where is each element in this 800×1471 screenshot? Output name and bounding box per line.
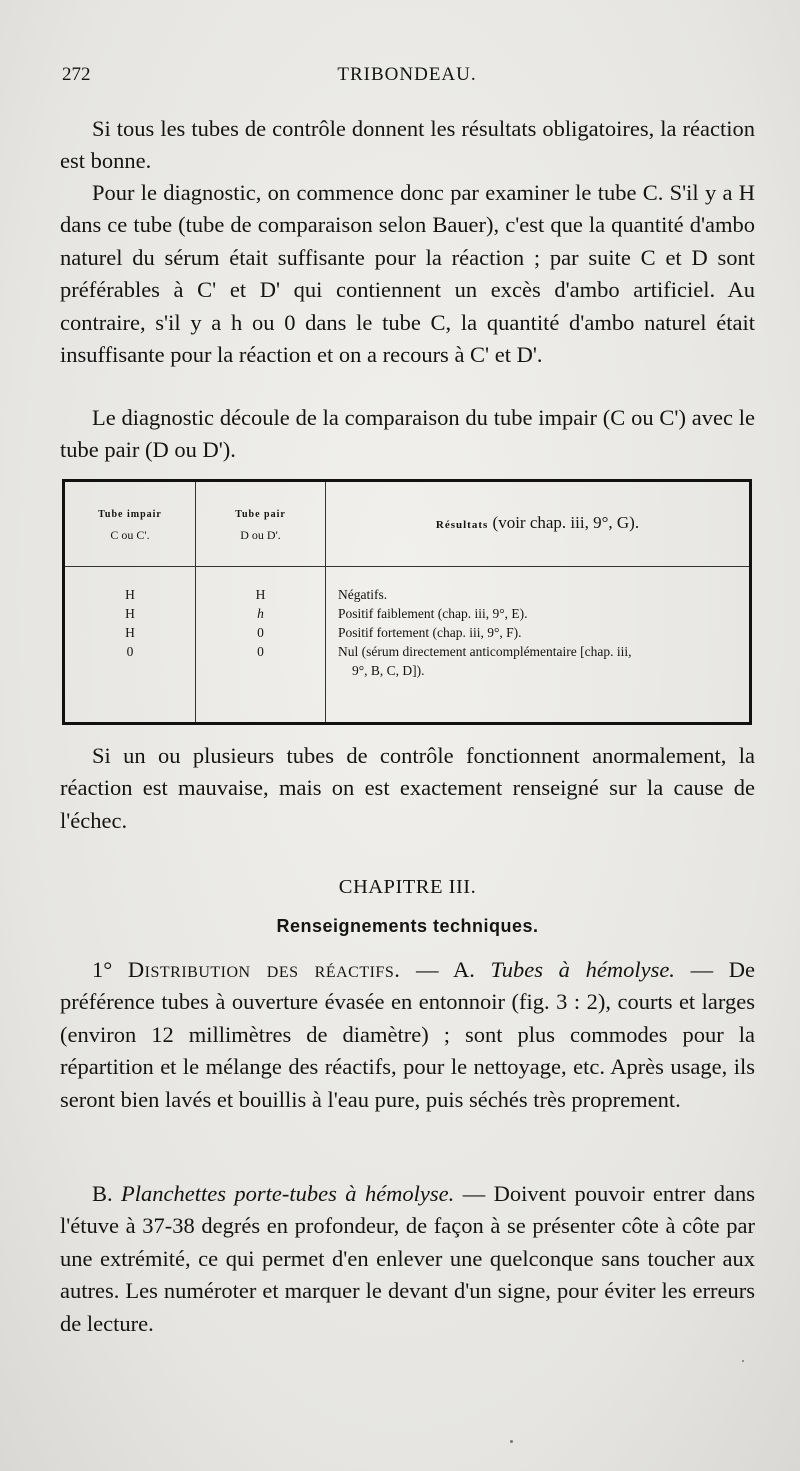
paragraph-distribution: 1° Distribution des réactifs. — A. Tubes à hémolyse. — De préférence tubes à ouverture évasée en entonnoir (fig. 3 : 2), courts et larges (environ 12 millimètres de diamètre) ; sont plus commodes pour la répartition et le mélange des réactifs, pour le nettoyage, etc. Après usage, ils seront bien lavés et bouillis à l'eau pure, puis séchés très proprement. (60, 957, 756, 1112)
chapter-subtitle: Renseignements techniques. (276, 916, 539, 936)
page-speck (510, 1440, 513, 1443)
table-header-row (64, 481, 751, 567)
chapter-title: CHAPITRE III. (338, 876, 477, 898)
paragraph-abnormal-controls: Si un ou plusieurs tubes de contrôle fonctionnent anormalement, la réaction est mauvaise, mais on est exactement renseigné sur la cause de l'échec. (60, 743, 755, 833)
page-number: 272 (62, 64, 91, 85)
running-title: TRIBONDEAU. (337, 64, 477, 85)
header-tube-pair: Tube pair D ou D'. (196, 481, 326, 567)
page-header (62, 64, 752, 94)
paragraph-diagnostic: Pour le diagnostic, on commence donc par examiner le tube C. S'il y a H dans ce tube (tube de comparaison selon Bauer), c'est que la quantité d'ambo naturel du sérum était suffisante pour la réaction ; par suite C et D sont préférables à C' et D' qui contiennent un excès d'ambo artificiel. Au contraire, s'il y a h ou 0 dans le tube C, la quantité d'ambo naturel était insuffisante pour la réaction et on a recours à C' et D'. (60, 180, 755, 368)
header-tube-impair: Tube impair C ou C'. (64, 481, 196, 567)
paragraph-comparison: Le diagnostic découle de la comparaison du tube impair (C ou C') avec le tube pair (D ou D'). (60, 405, 755, 463)
paragraph-planchettes: B. Planchettes porte-tubes à hémolyse. — Doivent pouvoir entrer dans l'étuve à 37-38 degrés en profondeur, de façon à se présenter côte à côte par une extrémité, ce qui permet d'en enlever une quelconque sans toucher aux autres. Les numéroter et marquer le devant d'un signe, pour éviter les erreurs de lecture. (60, 1181, 755, 1336)
paragraph-controls: Si tous les tubes de contrôle donnent les résultats obligatoires, la réaction est bonne. (60, 116, 755, 174)
column-impair-values: H H H 0 (125, 587, 135, 659)
results-table (62, 479, 752, 725)
column-pair-values: H h 0 0 (196, 567, 326, 724)
page-speck (742, 1360, 744, 1362)
table-body (64, 567, 751, 724)
header-resultats: Résultats (voir chap. iii, 9°, G). (326, 481, 751, 567)
column-result-values: Négatifs. Positif faiblement (chap. iii, 9°, E). Positif fortement (chap. iii, 9°, F). Nul (sérum directement anticomplémentaire [chap. iii, 9°, B, C, D]). (326, 567, 751, 724)
